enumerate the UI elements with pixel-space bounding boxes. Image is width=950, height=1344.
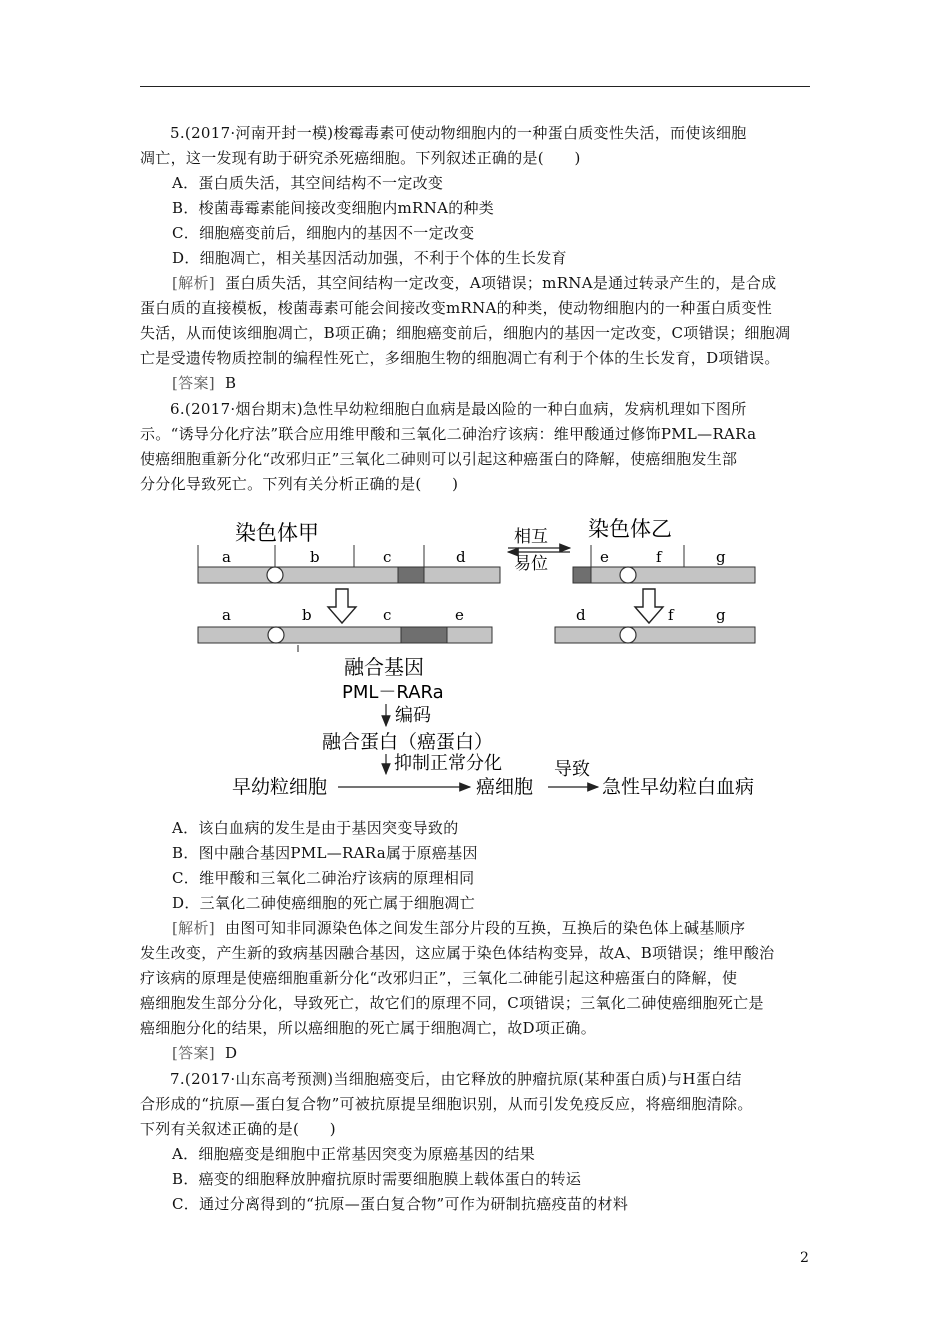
q5-stem-line: 5.(2017·河南开封一模)梭霉毒素可使动物细胞内的一种蛋白质变性失活，而使该细胞 [170,124,747,142]
gene-label: f [668,606,674,624]
swap-label-1: 相互 [514,527,548,547]
q7-option-b: B．癌变的细胞释放肿瘤抗原时需要细胞膜上载体蛋白的转运 [172,1170,582,1188]
fusion-protein-label: 融合蛋白（癌蛋白） [322,731,494,753]
q6-option-d: D．三氧化二砷使癌细胞的死亡属于细胞凋亡 [172,894,476,912]
q6-stem-line: 6.(2017·烟台期末)急性早幼粒细胞白血病是最凶险的一种白血病，发病机理如下图所 [170,400,747,418]
chromosome-a-band [398,567,424,583]
q6-analysis-line: 癌细胞分化的结果，所以癌细胞的死亡属于细胞凋亡，故D项正确。 [140,1019,597,1037]
gene-label: e [455,606,464,624]
q5-option-d: D．细胞凋亡，相关基因活动加强，不利于个体的生长发育 [172,249,567,267]
q7-stem-line: 7.(2017·山东高考预测)当细胞癌变后，由它释放的肿瘤抗原(某种蛋白质)与H蛋白结 [170,1070,742,1088]
encode-label: 编码 [395,705,431,726]
q5-analysis-line: 亡是受遗传物质控制的编程性死亡，多细胞生物的细胞凋亡有利于个体的生长发育，D项错误。 [140,349,780,367]
gene-label: c [383,606,392,624]
q5-analysis-text: 蛋白质失活，其空间结构一定改变，A项错误；mRNA是通过转录产生的，是合成 [225,274,777,292]
q6-option-b: B．图中融合基因PML—RARa属于原癌基因 [172,844,478,862]
fusion-gene-label: 融合基因 [344,655,424,679]
gene-label: a [222,548,231,566]
q6-answer-line [172,1041,852,1065]
q6-analysis-text: 由图可知非同源染色体之间发生部分片段的互换，互换后的染色体上碱基顺序 [225,919,746,937]
q6-stem-line: 分分化导致死亡。下列有关分析正确的是( ) [140,475,459,493]
chrom-b-title: 染色体乙 [588,517,672,541]
q5-option-a: A．蛋白质失活，其空间结构不一定改变 [172,174,444,192]
q6-analysis-line: 癌细胞发生部分分化，导致死亡，故它们的原理不同，C项错误；三氧化二砷使癌细胞死亡是 [140,994,764,1012]
q6-option-c: C．维甲酸和三氧化二砷治疗该病的原理相同 [172,869,475,887]
gene-label: d [456,548,466,566]
fusion-gene-name: PML－RARa [342,682,444,703]
gene-label: c [383,548,392,566]
disease-label: 急性早幼粒白血病 [602,776,755,798]
q5-answer: B [225,374,237,392]
q5-option-b: B．梭菌毒霉素能间接改变细胞内mRNA的种类 [172,199,495,217]
chrom-a-title: 染色体甲 [235,521,319,545]
gene-label: a [222,606,231,624]
swap-label-2: 易位 [514,554,548,574]
fused-chromosome-centromere [268,627,284,643]
cancer-cell-label: 癌细胞 [476,776,534,798]
q6-analysis-line: 发生改变，产生新的致病基因融合基因，这应属于染色体结构变异，故A、B项错误；维甲酸治 [140,944,775,962]
translocated-chromosome-centromere [620,627,636,643]
gene-label: d [576,606,586,624]
down-arrow-icon [328,589,356,623]
early-cell-label: 早幼粒细胞 [232,776,328,798]
inhibit-label: 抑制正常分化 [394,753,502,774]
q6-answer: D [225,1044,238,1062]
gene-label: e [600,548,609,566]
chromosome-b-centromere [620,567,636,583]
q6-analysis-line: 疗该病的原理是使癌细胞重新分化“改邪归正”，三氧化二砷能引起这种癌蛋白的降解，使 [140,969,738,987]
gene-label: g [716,606,726,624]
q5-option-c: C．细胞癌变前后，细胞内的基因不一定改变 [172,224,475,242]
leads-to-label: 导致 [554,759,590,780]
q7-stem-line: 合形成的“抗原—蛋白复合物”可被抗原提呈细胞识别，从而引发免疫反应，将癌细胞清除。 [140,1095,753,1113]
chromosome-b-band [573,567,591,583]
chromosome-a [198,567,500,583]
q7-stem-line: 下列有关叙述正确的是( ) [140,1120,336,1138]
fused-chromosome [198,627,492,643]
q7-option-c: C．通过分离得到的“抗原—蛋白复合物”可作为研制抗癌疫苗的材料 [172,1195,629,1213]
q6-stem-line: 使癌细胞重新分化“改邪归正”三氧化二砷则可以引起这种癌蛋白的降解，使癌细胞发生部 [140,450,738,468]
analysis-tag: [解析] [172,274,215,292]
gene-label: b [302,606,312,624]
analysis-tag: [解析] [172,919,215,937]
translocated-chromosome [555,627,755,643]
q6-stem-line: 示。“诱导分化疗法”联合应用维甲酸和三氧化二砷治疗该病：维甲酸通过修饰PML—RARa [140,425,757,443]
chromosome-b [573,567,755,583]
gene-label: g [716,548,726,566]
q6-option-a: A．该白血病的发生是由于基因突变导致的 [172,819,459,837]
gene-label: b [310,548,320,566]
q5-analysis-line: 蛋白质的直接模板，梭菌毒素可能会间接改变mRNA的种类，使动物细胞内的一种蛋白质变性 [140,299,773,317]
q7-option-a: A．细胞癌变是细胞中正常基因突变为原癌基因的结果 [172,1145,536,1163]
gene-label: f [656,548,662,566]
q6-analysis-line [172,916,852,940]
chromosome-a-centromere [267,567,283,583]
answer-tag: [答案] [172,1044,215,1062]
answer-tag: [答案] [172,374,215,392]
q5-stem-line: 凋亡，这一发现有助于研究杀死癌细胞。下列叙述正确的是( ) [140,149,581,167]
page-number: 2 [800,1250,809,1266]
q5-analysis-line: 失活，从而使该细胞凋亡，B项正确；细胞癌变前后，细胞内的基因一定改变，C项错误；细胞凋 [140,324,791,342]
fused-chromosome-band [401,627,447,643]
down-arrow-icon [635,589,663,623]
